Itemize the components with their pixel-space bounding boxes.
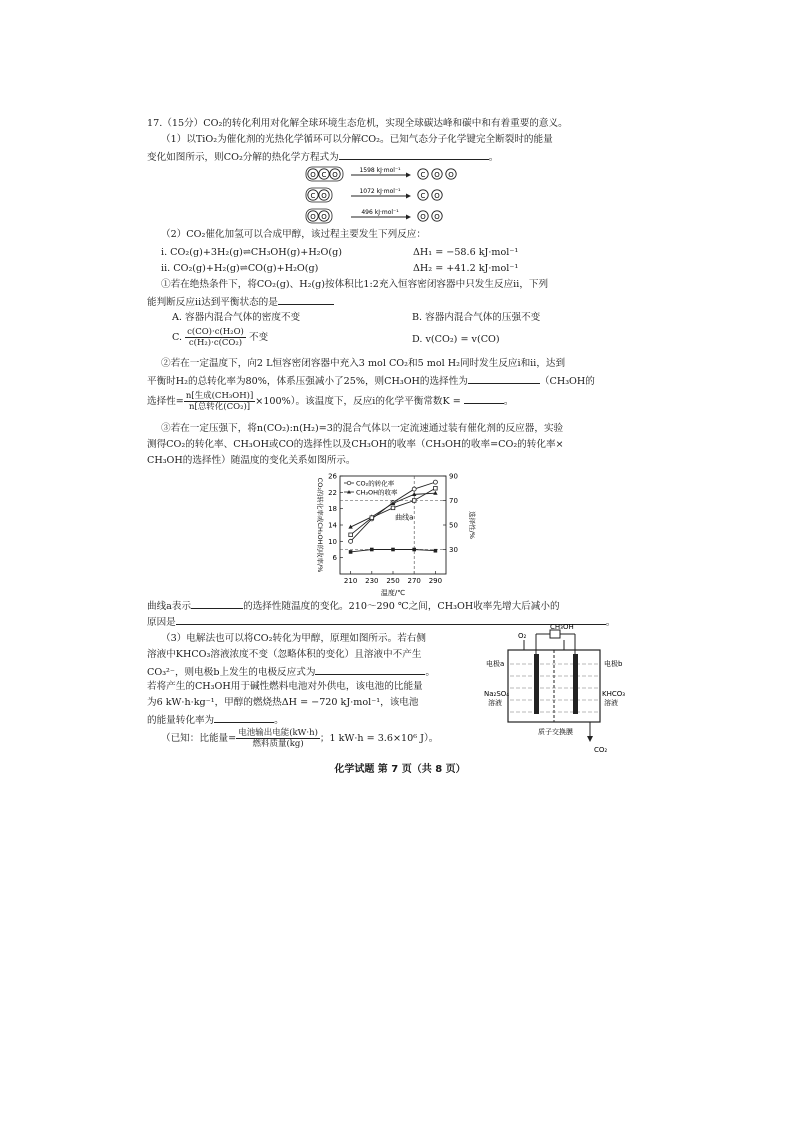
y-right-tick-label: 50 <box>449 521 458 530</box>
sub3-line-c: CH₃OH的选择性）随温度的变化关系如图所示。 <box>147 455 356 466</box>
atom-symbol: O <box>420 213 426 221</box>
co2-out-label: CO₂ <box>594 746 608 754</box>
data-point <box>412 548 416 552</box>
part3-line-c: CO₃²⁻，则电极b上发生的电极反应式为 。 <box>147 664 477 679</box>
bond-energy-value: 496 kJ·mol⁻¹ <box>361 209 399 216</box>
y-left-tick-label: 26 <box>328 472 337 481</box>
sub3-line-a: ③若在一定压强下，将n(CO₂):n(H₂)=3的混合气体以一定流速通过装有催化剂的反应器，实验 <box>161 423 564 434</box>
sub1-line-a: ①若在绝热条件下，将CO₂(g)、H₂(g)按体积比1:2充入恒容密闭容器中只发生反应ⅱ，下列 <box>161 279 549 290</box>
electrode-b <box>573 654 578 714</box>
answer-blank <box>176 614 606 625</box>
page-footer: 化学试题 第 7 页（共 8 页） <box>334 764 466 775</box>
bond-energy-diagram <box>305 164 465 226</box>
part3-line-g: （已知：比能量= $\frac{\text{电池输出电能(kW·h)}}{\text{燃料质量(kg)}}$ ；1 kW·h = 3.6×10⁶ J）。 <box>161 728 439 749</box>
x-axis-label: 温度/℃ <box>380 589 406 597</box>
y-right-tick-label: 70 <box>449 497 458 505</box>
y-left-tick-label: 10 <box>328 537 337 546</box>
data-point <box>349 550 353 554</box>
y-right-tick-label: 30 <box>449 546 458 554</box>
data-point <box>412 499 416 503</box>
y-left-tick-label: 14 <box>328 521 337 530</box>
option-d: D. v(CO₂) = v(CO) <box>412 334 500 345</box>
data-point <box>391 548 395 552</box>
part3-line-e: 为6 kW·h·kg⁻¹，甲醇的燃烧热ΔH = −720 kJ·mol⁻¹，该电池 <box>147 697 419 708</box>
part1-line-b: 变化如图所示，则CO₂分解的热化学方程式为 。 <box>147 149 637 164</box>
part3-line-b: 溶液中KHCO₃溶液浓度不变（忽略体积的变化）且溶液中不产生 <box>147 649 422 660</box>
arrow-head <box>406 194 411 199</box>
data-point <box>370 548 374 552</box>
energy-row <box>306 167 456 181</box>
power-source <box>550 630 560 638</box>
right-solution-label: KHCO₃ <box>602 690 626 698</box>
part3-line-f: 的能量转化率为 。 <box>147 712 477 727</box>
selectivity-fraction: $\frac{\text{n[生成(CH₃OH)]}}{\text{n[总转化(CO₂)]}}$ <box>185 391 254 412</box>
x-tick-label: 290 <box>428 577 443 585</box>
x-tick-label: 270 <box>407 577 421 585</box>
y-right-tick-label: 90 <box>449 472 458 481</box>
atom-symbol: O <box>434 192 440 200</box>
answer-blank <box>191 598 243 609</box>
part3-line-d: 若将产生的CH₃OH用于碱性燃料电池对外供电，该电池的比能量 <box>147 681 423 692</box>
atom-symbol: C <box>310 192 316 200</box>
energy-row <box>306 188 442 202</box>
electrolysis-cell-diagram <box>484 623 640 756</box>
option-c-fraction: $\frac{\text{c(CO)·c(H₂O)}}{\text{c(H₂)·c(CO₂)}}$ <box>187 327 244 348</box>
atom-symbol: O <box>448 171 454 179</box>
sub2-line-b: 平衡时H₂的总转化率为80%，体系压强减小了25%，则CH₃OH的选择性为 （CH₃OH的 <box>147 373 637 388</box>
atom-symbol: C <box>420 192 426 200</box>
option-b: B. 容器内混合气体的压强不变 <box>412 312 541 323</box>
specific-energy-fraction: $\frac{\text{电池输出电能(kW·h)}}{\text{燃料质量(kg)}}$ <box>238 728 318 749</box>
y-left-tick-label: 6 <box>332 554 337 563</box>
atom-symbol: O <box>434 171 440 179</box>
answer-blank <box>214 712 274 723</box>
legend-label: CH₃OH的收率 <box>356 488 398 497</box>
data-point <box>433 491 437 495</box>
part2-intro: （2）CO₂催化加氢可以合成甲醇，该过程主要发生下列反应： <box>161 229 426 240</box>
data-point <box>434 486 438 490</box>
curve-a-line-1: 曲线a表示 的选择性随温度的变化。210～290 ℃之间，CH₃OH收率先增大后减小的 <box>147 598 637 613</box>
series-line <box>351 493 436 527</box>
bond-energy-value: 1598 kJ·mol⁻¹ <box>359 167 401 174</box>
y-left-tick-label: 22 <box>328 488 337 497</box>
part1-line-a: （1）以TiO₂为催化剂的光热化学循环可以分解CO₂。已知气态分子化学键完全断裂时的能量 <box>161 134 553 145</box>
energy-row <box>306 209 442 223</box>
electrode-a-label: 电极a <box>486 660 505 668</box>
o2-label: O₂ <box>518 632 527 640</box>
left-solution-label-2: 溶液 <box>488 699 502 707</box>
atom-symbol: C <box>321 171 327 179</box>
atom-symbol: O <box>310 171 316 179</box>
left-solution-label: Na₂SO₄ <box>484 690 510 698</box>
atom-symbol: O <box>321 213 327 221</box>
y-left-axis-label: CO₂的转化率或CH₃OH的收率/% <box>316 477 324 573</box>
answer-blank <box>339 149 489 160</box>
atom-symbol: C <box>420 171 426 179</box>
answer-blank <box>464 393 504 404</box>
atom-symbol: O <box>321 192 327 200</box>
ch3oh-label: CH₃OH <box>550 623 574 631</box>
data-point <box>434 549 438 553</box>
data-point <box>412 487 416 491</box>
temperature-chart <box>298 470 476 602</box>
sub1-line-b: 能判断反应ⅱ达到平衡状态的是 <box>147 294 637 309</box>
membrane-label: 质子交换膜 <box>538 728 573 736</box>
y-left-tick-label: 18 <box>328 505 337 514</box>
electrode-b-label: 电极b <box>604 660 623 668</box>
atom-symbol: O <box>434 213 440 221</box>
x-tick-label: 250 <box>386 577 400 585</box>
co2-out-arrow <box>587 736 593 742</box>
option-a: A. 容器内混合气体的密度不变 <box>172 312 301 323</box>
data-point <box>391 506 395 510</box>
x-tick-label: 210 <box>343 577 358 585</box>
arrow-head <box>406 215 411 220</box>
right-solution-label-2: 溶液 <box>604 699 618 707</box>
legend-label: CO₂的转化率 <box>356 479 395 488</box>
reaction-i: ⅰ. CO₂(g)+3H₂(g)⇌CH₃OH(g)+H₂O(g) ΔH₁ = −58.6 kJ·mol⁻¹ <box>161 247 519 258</box>
curve-a-annotation: 曲线a <box>395 513 414 522</box>
answer-blank <box>315 664 425 675</box>
atom-symbol: O <box>310 213 316 221</box>
answer-blank <box>468 373 540 384</box>
chart-legend <box>344 479 398 497</box>
legend-marker <box>347 481 351 485</box>
question-17-intro: 17.（15分）CO₂的转化利用对化解全球环境生态危机，实现全球碳达峰和碳中和有着重要的意义。 <box>147 118 568 129</box>
sub2-line-a: ②若在一定温度下，向2 L恒容密闭容器中充入3 mol CO₂和5 mol H₂同时发生反应ⅰ和ⅱ，达到 <box>161 358 566 369</box>
part3-line-a: （3）电解法也可以将CO₂转化为甲醇，原理如图所示。若右侧 <box>161 633 426 644</box>
sub3-line-b: 测得CO₂的转化率、CH₃OH或CO的选择性以及CH₃OH的收率（CH₃OH的收率=CO₂的转化率× <box>147 439 564 450</box>
reaction-ii: ⅱ. CO₂(g)+H₂(g)⇌CO(g)+H₂O(g) ΔH₂ = +41.2 kJ·mol⁻¹ <box>161 263 519 274</box>
y-right-axis-label: 选择性/% <box>468 511 476 539</box>
x-tick-label: 230 <box>365 577 379 585</box>
sub2-line-c: 选择性= $\frac{\text{n[生成(CH₃OH)]}}{\text{n[总转化(CO₂)]}}$ ×100%）。该温度下，反应ⅰ的化学平衡常数K = 。 <box>147 391 514 412</box>
bond-energy-value: 1072 kJ·mol⁻¹ <box>359 188 401 195</box>
arrow-head <box>406 173 411 178</box>
data-point <box>433 480 437 484</box>
data-point <box>370 516 374 520</box>
curve-a-line-2: 原因是 。 <box>147 614 637 629</box>
electrode-a <box>534 654 539 714</box>
option-c: C. $\frac{\text{c(CO)·c(H₂O)}}{\text{c(H₂)·c(CO₂)}}$ 不变 <box>172 327 269 348</box>
answer-blank <box>278 294 334 305</box>
data-point <box>349 539 353 543</box>
data-point <box>349 533 353 537</box>
atom-symbol: O <box>332 171 338 179</box>
